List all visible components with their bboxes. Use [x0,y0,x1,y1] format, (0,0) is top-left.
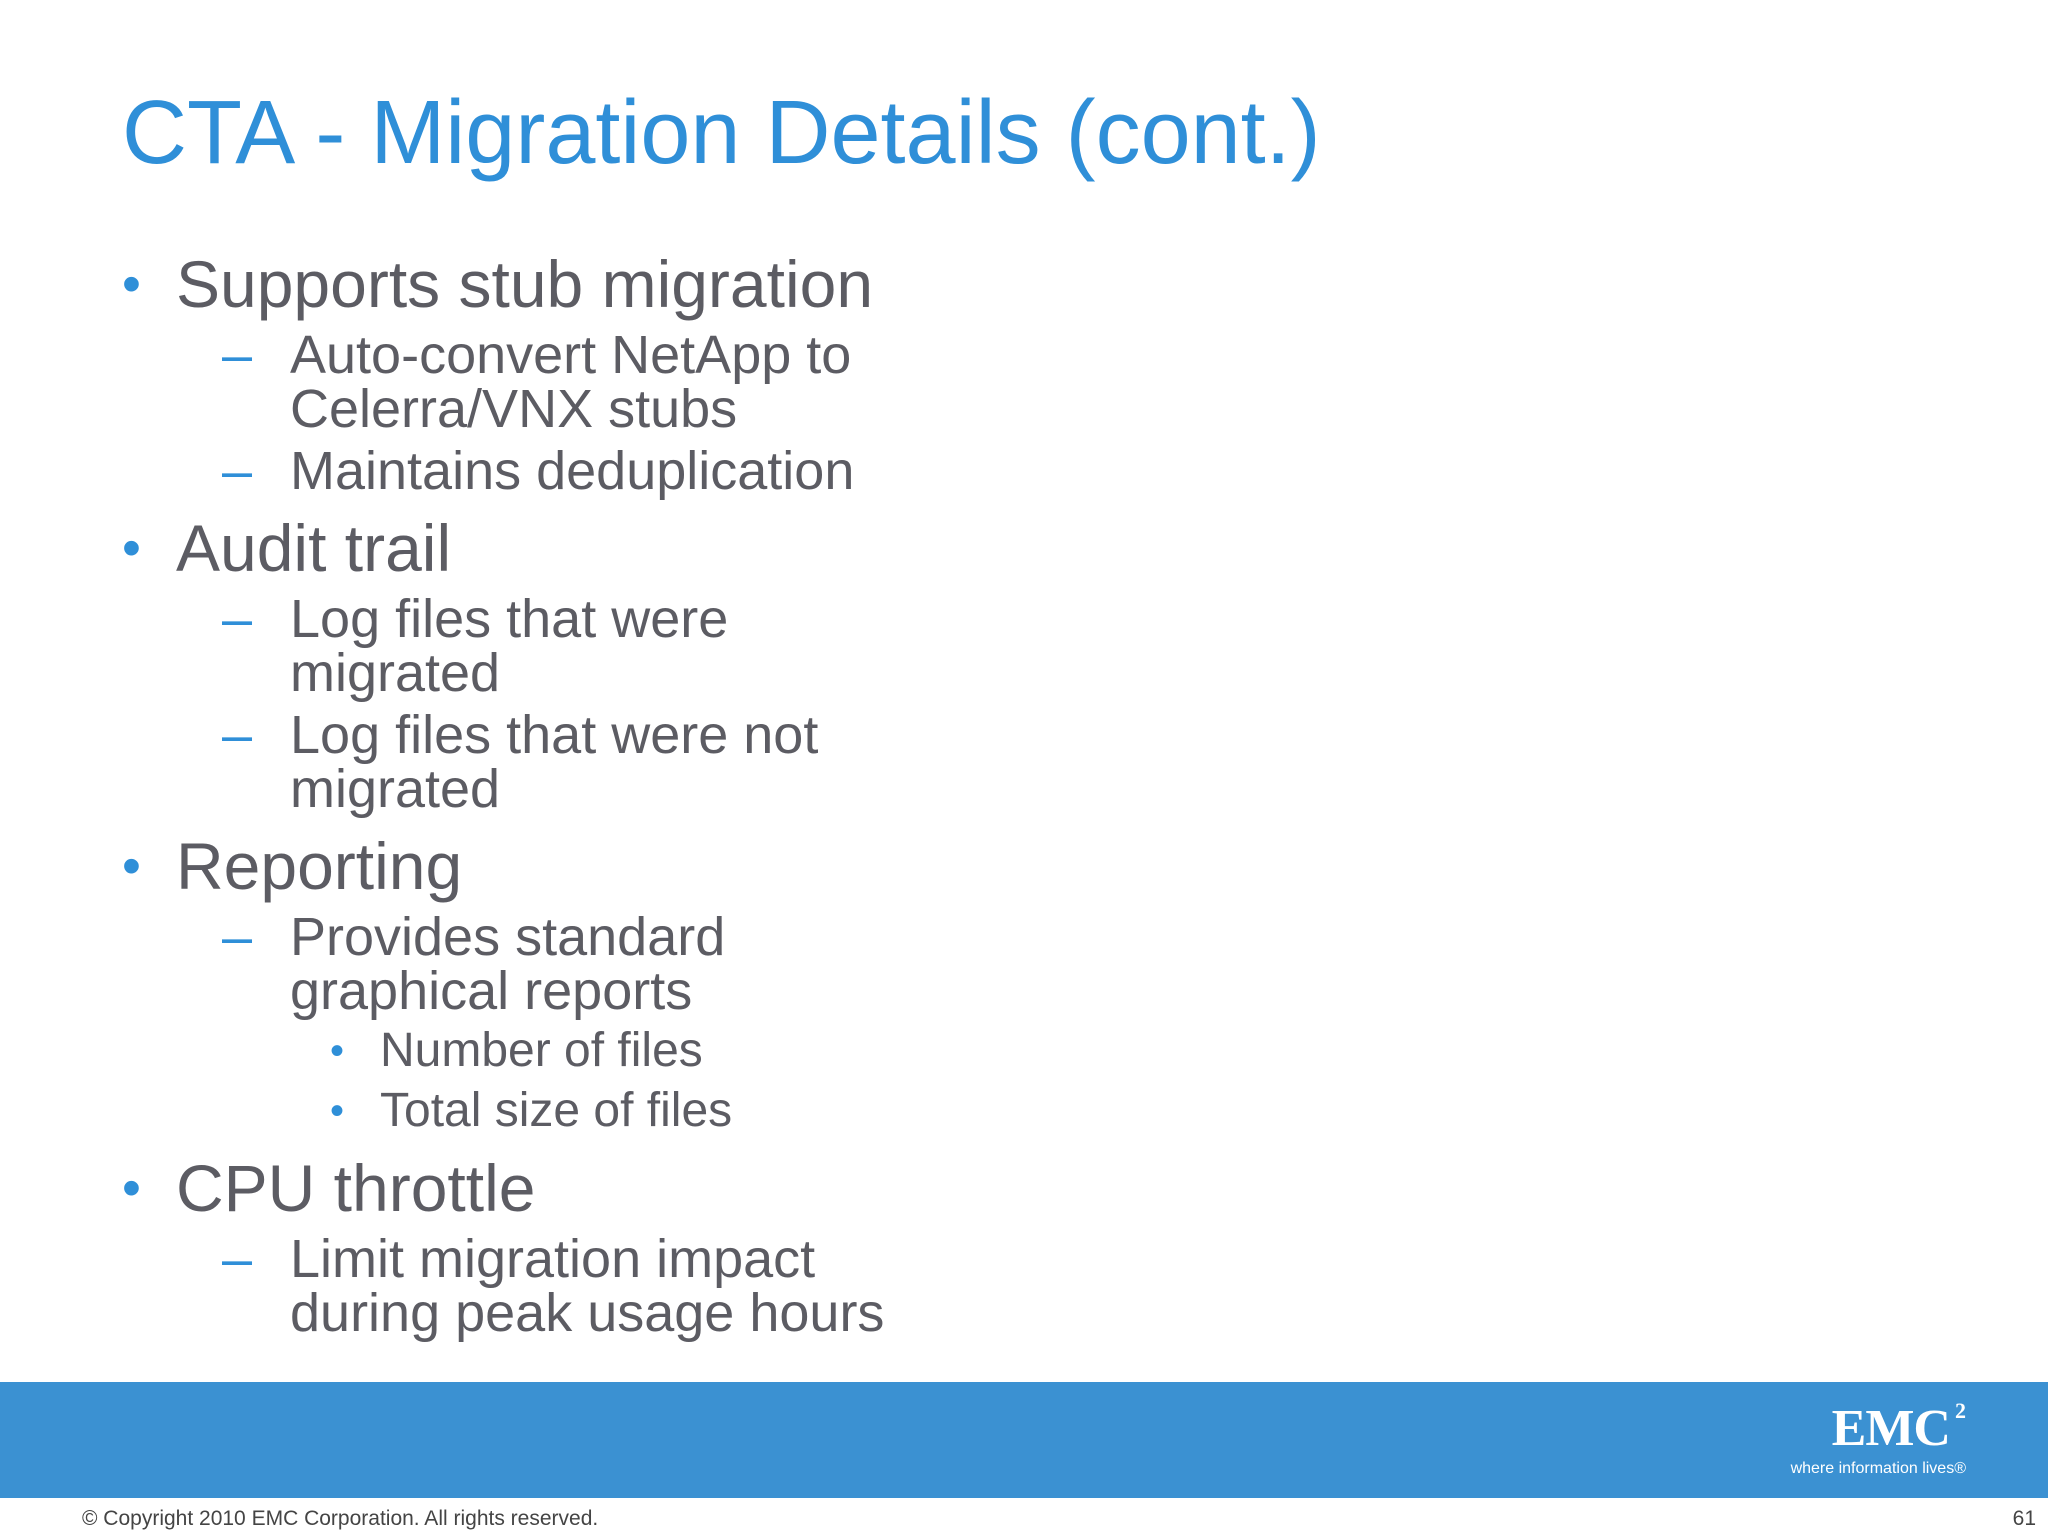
sub-bullet-line: Auto-convert NetApp to [290,325,852,385]
sub-bullet-line: Maintains deduplication [290,441,855,501]
emc-logo [1706,1398,1966,1478]
sub-bullet-item [222,441,1022,501]
logo-mark: EMC [1831,1400,1950,1457]
bullet-text: Reporting [176,829,463,903]
slide-title: CTA - Migration Details (cont.) [122,83,1321,183]
copyright-notice: © Copyright 2010 EMC Corporation. All rights reserved. [82,1507,599,1530]
bullet-text: Supports stub migration [176,247,874,321]
bullet-item-supports-stub-migration [122,248,1022,320]
bullet-dot-icon: • [330,1089,345,1133]
footer-band [0,1382,2048,1498]
sub-sub-bullet-text: Number of files [380,1024,703,1077]
dash-icon: – [222,907,253,967]
bullet-dot-icon: • [330,1029,345,1073]
logo-superscript: 2 [1955,1398,1966,1423]
dash-icon: – [222,1229,253,1289]
bullet-text: CPU throttle [176,1151,536,1225]
bullet-item-audit-trail [122,512,1022,584]
sub-bullet-line: Log files that were [290,589,729,649]
logo-tagline: where information lives® [1790,1460,1966,1477]
dash-icon: – [222,705,253,765]
sub-bullet-line: during peak usage hours [290,1283,885,1343]
page-number: 61 [2012,1507,2036,1530]
sub-bullet-item [222,705,1022,819]
sub-sub-bullet-item [330,1084,1022,1138]
bullet-item-cpu-throttle [122,1152,1022,1224]
sub-bullet-line: Celerra/VNX stubs [290,379,738,439]
sub-bullet-line: Limit migration impact [290,1229,816,1289]
sub-bullet-line: graphical reports [290,961,693,1021]
sub-sub-bullet-text: Total size of files [380,1084,733,1137]
dash-icon: – [222,441,253,501]
sub-bullet-line: Log files that were not [290,705,819,765]
sub-bullet-item [222,325,1022,439]
sub-bullet-line: Provides standard [290,907,726,967]
sub-bullet-line: migrated [290,643,501,703]
sub-bullet-item [222,1229,1022,1343]
bullet-list [122,248,1022,1346]
dash-icon: – [222,325,253,385]
bullet-text: Audit trail [176,511,452,585]
bullet-dot-icon: • [122,518,141,578]
sub-bullet-line: migrated [290,759,501,819]
bullet-item-reporting [122,830,1022,902]
sub-bullet-item [222,907,1022,1021]
sub-sub-bullet-item [330,1024,1022,1078]
bullet-dot-icon: • [122,254,141,314]
bullet-dot-icon: • [122,1158,141,1218]
sub-bullet-item [222,589,1022,703]
bullet-dot-icon: • [122,836,141,896]
dash-icon: – [222,589,253,649]
